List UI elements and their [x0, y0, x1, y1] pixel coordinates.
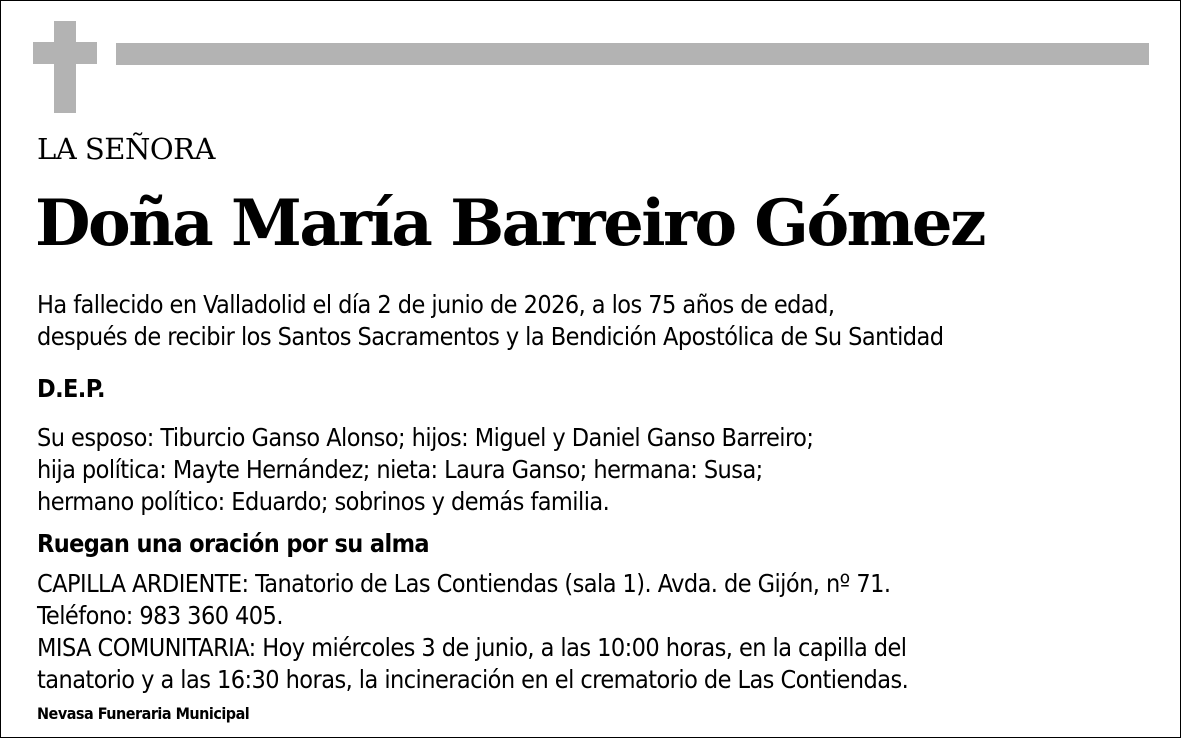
funeral-home-credit: Nevasa Funeraria Municipal	[37, 704, 250, 723]
death-statement	[37, 289, 943, 353]
death-line: después de recibir los Santos Sacramentos y la Bendición Apostólica de Su Santidad	[37, 322, 944, 351]
service-line: tanatorio y a las 16:30 horas, la incineración en el crematorio de Las Contiendas.	[37, 665, 909, 694]
death-line: Ha fallecido en Valladolid el día 2 de junio de 2026, a los 75 años de edad,	[37, 290, 835, 319]
header-rule	[116, 43, 1149, 65]
service-line: MISA COMUNITARIA: Hoy miércoles 3 de junio, a las 10:00 horas, en la capilla del	[37, 633, 907, 662]
family-list	[37, 422, 813, 518]
cross-vertical-bar	[54, 21, 76, 113]
cross-horizontal-bar	[33, 42, 97, 64]
dep-heading: D.E.P.	[37, 374, 105, 403]
family-line: Su esposo: Tiburcio Ganso Alonso; hijos: Miguel y Daniel Ganso Barreiro;	[37, 423, 814, 452]
deceased-name: Doña María Barreiro Gómez	[35, 186, 984, 261]
service-details	[37, 568, 908, 696]
service-line: Teléfono: 983 360 405.	[37, 601, 283, 630]
honorific-title: LA SEÑORA	[37, 132, 215, 166]
family-line: hija política: Mayte Hernández; nieta: Laura Ganso; hermana: Susa;	[37, 455, 763, 484]
family-line: hermano político: Eduardo; sobrinos y demás familia.	[37, 487, 610, 516]
prayer-heading: Ruegan una oración por su alma	[37, 529, 429, 558]
service-line: CAPILLA ARDIENTE: Tanatorio de Las Contiendas (sala 1). Avda. de Gijón, nº 71.	[37, 569, 891, 598]
